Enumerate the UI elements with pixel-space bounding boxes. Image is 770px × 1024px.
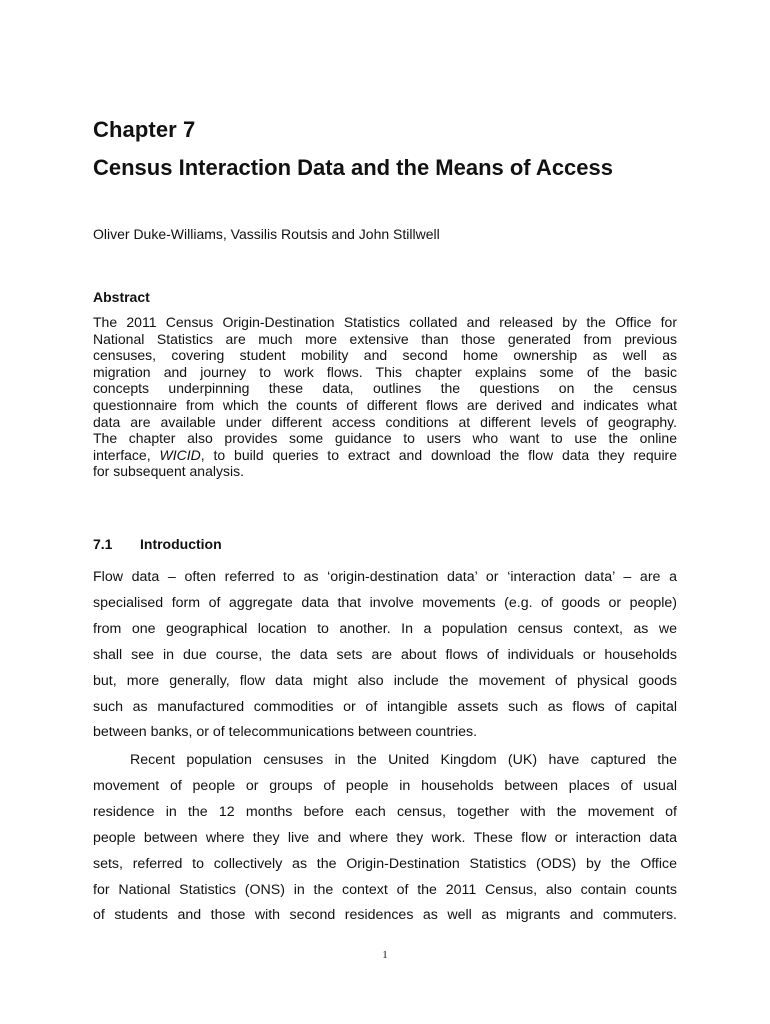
paragraph-2 xyxy=(93,748,677,929)
abstract-text: interface, xyxy=(93,446,160,463)
paragraph-line: Recent population censuses in the United Kingdom (UK) have captured the xyxy=(130,752,677,768)
paragraph-line: specialised form of aggregate data that involve movements (e.g. of goods or people) xyxy=(93,594,677,611)
abstract-line: The chapter also provides some guidance to users who want to use the online xyxy=(93,430,677,447)
paragraph-line: for National Statistics (ONS) in the context of the 2011 Census, also contain counts xyxy=(93,881,677,898)
abstract-line: concepts underpinning these data, outlines the questions on the census xyxy=(93,380,677,397)
abstract-line xyxy=(93,447,677,464)
paragraph-line: such as manufactured commodities or of intangible assets such as flows of capital xyxy=(93,698,677,715)
abstract-line: censuses, covering student mobility and second home ownership as well as xyxy=(93,347,677,364)
section-number: 7.1 xyxy=(93,536,113,552)
abstract-line: migration and journey to work flows. This chapter explains some of the basic xyxy=(93,363,677,380)
abstract-line: questionnaire from which the counts of different flows are derived and indicates what xyxy=(93,396,677,413)
paragraph-line: from one geographical location to another. In a population census context, as we xyxy=(93,620,677,637)
paragraph-line: of students and those with second residences as well as migrants and commuters. xyxy=(93,907,677,924)
abstract-line: data are available under different access conditions at different levels of geography. xyxy=(93,413,677,430)
wicid-term: WICID xyxy=(159,446,201,463)
abstract-body xyxy=(93,314,677,480)
abstract-heading: Abstract xyxy=(93,289,150,305)
section-title: Introduction xyxy=(140,536,222,552)
paragraph-line: shall see in due course, the data sets are about flows of individuals or households xyxy=(93,646,677,663)
paragraph-line: sets, referred to collectively as the Origin-Destination Statistics (ODS) by the Office xyxy=(93,855,677,872)
abstract-line: The 2011 Census Origin-Destination Statistics collated and released by the Office for xyxy=(93,314,677,330)
abstract-line: for subsequent analysis. xyxy=(93,463,244,480)
paragraph-line: residence in the 12 months before each census, together with the movement of xyxy=(93,803,677,820)
abstract-text: , to build queries to extract and download the flow data they require xyxy=(200,446,678,463)
paragraph-1 xyxy=(93,565,677,746)
authors: Oliver Duke-Williams, Vassilis Routsis and John Stillwell xyxy=(93,226,440,242)
page-number: 1 xyxy=(382,949,388,961)
paragraph-line: but, more generally, flow data might also include the movement of physical goods xyxy=(93,672,677,689)
paragraph-line: movement of people or groups of people in households between places of usual xyxy=(93,777,677,794)
chapter-title: Census Interaction Data and the Means of Access xyxy=(93,155,613,180)
abstract-line: National Statistics are much more extensive than those generated from previous xyxy=(93,330,677,347)
paragraph-line: people between where they live and where they work. These flow or interaction data xyxy=(93,829,677,846)
chapter-label: Chapter 7 xyxy=(93,117,196,142)
paragraph-line: between banks, or of telecommunications between countries. xyxy=(93,724,478,741)
paragraph-line: Flow data – often referred to as ‘origin-destination data’ or ‘interaction data’ – are a xyxy=(93,569,677,585)
section-heading xyxy=(93,536,222,552)
